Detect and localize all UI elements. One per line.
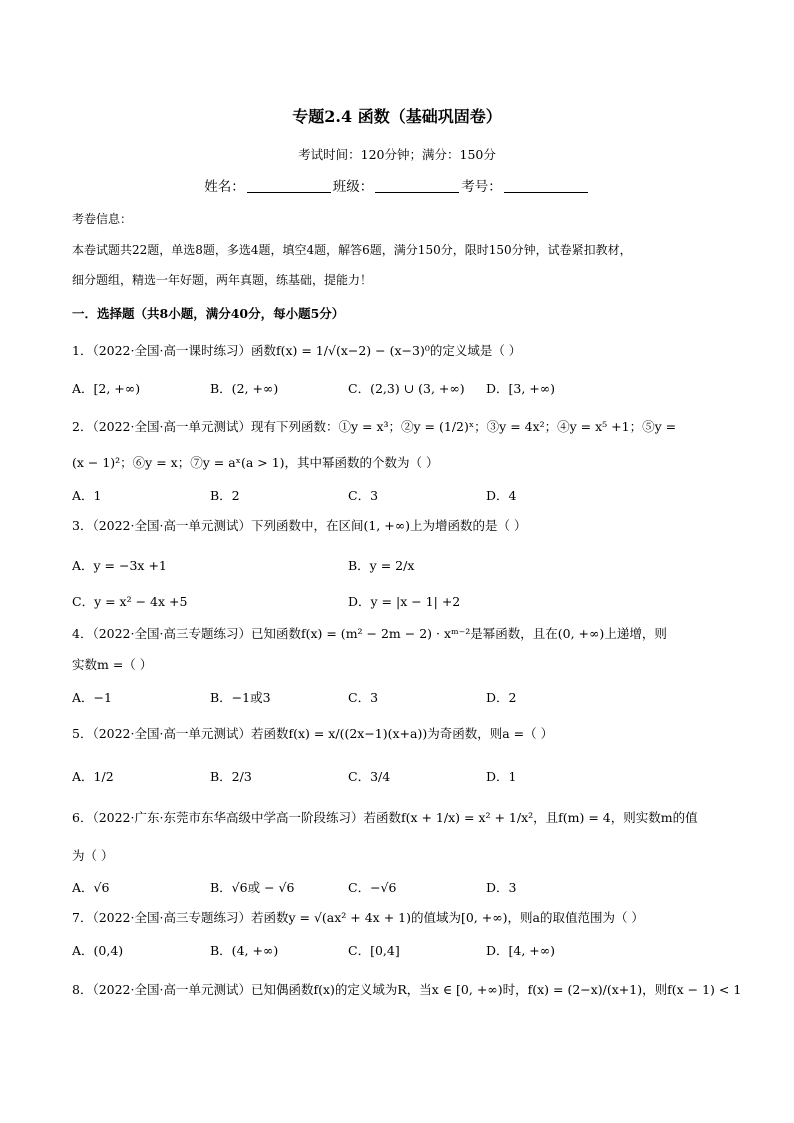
question-5-stem: 5．（2022·全国·高一单元测试）若函数f(x) = x/((2x−1)(x+a))为奇函数，则a =（ ） bbox=[72, 726, 554, 741]
q6-option-a: A．√6 bbox=[72, 880, 110, 895]
q1-option-c: C．(2,3) ∪ (3, +∞) bbox=[348, 381, 465, 396]
page-title: 专题2.4 函数（基础巩固卷） bbox=[292, 107, 502, 126]
q3-option-d: D．y = |x − 1| +2 bbox=[348, 594, 461, 609]
question-7-stem: 7．（2022·全国·高三专题练习）若函数y = √(ax² + 4x + 1)的值域为[0, +∞)，则a的取值范围为（ ） bbox=[72, 910, 644, 925]
question-6-stem-line-1: 6．（2022·广东·东莞市东华高级中学高一阶段练习）若函数f(x + 1/x) = x² + 1/x²，且f(m) = 4，则实数m的值 bbox=[72, 810, 698, 825]
info-label: 考卷信息： bbox=[72, 212, 133, 226]
question-6-stem-line-2: 为（ ） bbox=[72, 848, 114, 863]
q7-option-a: A．(0,4) bbox=[72, 943, 124, 958]
q3-option-a: A．y = −3x +1 bbox=[72, 558, 167, 573]
q5-option-b: B．2/3 bbox=[210, 769, 252, 784]
q5-option-a: A．1/2 bbox=[72, 769, 114, 784]
q2-option-b: B．2 bbox=[210, 488, 240, 503]
q5-option-c: C．3/4 bbox=[348, 769, 391, 784]
info-line-2: 细分题组，精选一年好题，两年真题，练基础，提能力！ bbox=[72, 273, 373, 287]
name-label: 姓名： bbox=[204, 179, 245, 195]
number-blank[interactable] bbox=[504, 180, 588, 193]
question-2-stem-line-1: 2．（2022·全国·高一单元测试）现有下列函数：①y = x³；②y = (1/2)ˣ；③y = 4x²；④y = x⁵ +1；⑤y = bbox=[72, 419, 677, 434]
question-1-stem: 1．（2022·全国·高一课时练习）函数f(x) = 1/√(x−2) − (x−3)⁰的定义域是（ ） bbox=[72, 343, 522, 358]
number-label: 考号： bbox=[461, 179, 502, 195]
name-blank[interactable] bbox=[247, 180, 331, 193]
q1-option-a: A．[2, +∞) bbox=[72, 381, 141, 396]
q7-option-c: C．[0,4] bbox=[348, 943, 400, 958]
info-line-1: 本卷试题共22题，单选8题，多选4题，填空4题，解答6题，满分150分，限时150分钟，试卷紧扣教材， bbox=[72, 243, 632, 257]
q1-option-b: B．(2, +∞) bbox=[210, 381, 279, 396]
class-blank[interactable] bbox=[375, 180, 459, 193]
q3-option-b: B．y = 2/x bbox=[348, 558, 415, 573]
q2-option-c: C．3 bbox=[348, 488, 379, 503]
question-2-stem-line-2: (x − 1)²；⑥y = x；⑦y = aˣ(a > 1)，其中幂函数的个数为（ ） bbox=[72, 455, 439, 470]
q1-option-d: D．[3, +∞) bbox=[486, 381, 556, 396]
q5-option-d: D．1 bbox=[486, 769, 517, 784]
exam-time: 考试时间：120分钟；满分：150分 bbox=[298, 147, 496, 162]
q4-option-a: A．−1 bbox=[72, 690, 112, 705]
q6-option-d: D．3 bbox=[486, 880, 517, 895]
q6-option-b: B．√6或 − √6 bbox=[210, 880, 295, 895]
q4-option-d: D．2 bbox=[486, 690, 517, 705]
q7-option-d: D．[4, +∞) bbox=[486, 943, 556, 958]
question-4-stem-line-1: 4．（2022·全国·高三专题练习）已知函数f(x) = (m² − 2m − 2) · xᵐ⁻²是幂函数，且在(0, +∞)上递增，则 bbox=[72, 626, 667, 641]
question-4-stem-line-2: 实数m =（ ） bbox=[72, 657, 153, 672]
class-label: 班级： bbox=[332, 179, 374, 195]
student-info-fields bbox=[0, 175, 794, 195]
q3-option-c: C．y = x² − 4x +5 bbox=[72, 594, 188, 609]
q4-option-b: B．−1或3 bbox=[210, 690, 271, 705]
q4-option-c: C．3 bbox=[348, 690, 379, 705]
section-heading: 一．选择题（共8小题，满分40分，每小题5分） bbox=[72, 306, 345, 321]
q7-option-b: B．(4, +∞) bbox=[210, 943, 279, 958]
q2-option-a: A．1 bbox=[72, 488, 102, 503]
q2-option-d: D．4 bbox=[486, 488, 517, 503]
question-8-stem: 8．（2022·全国·高一单元测试）已知偶函数f(x)的定义域为R，当x ∈ [0, +∞)时，f(x) = (2−x)/(x+1)，则f(x − 1) < 1 bbox=[72, 982, 742, 997]
question-3-stem: 3．（2022·全国·高一单元测试）下列函数中，在区间(1, +∞)上为增函数的是（ ） bbox=[72, 518, 527, 533]
q6-option-c: C．−√6 bbox=[348, 880, 397, 895]
